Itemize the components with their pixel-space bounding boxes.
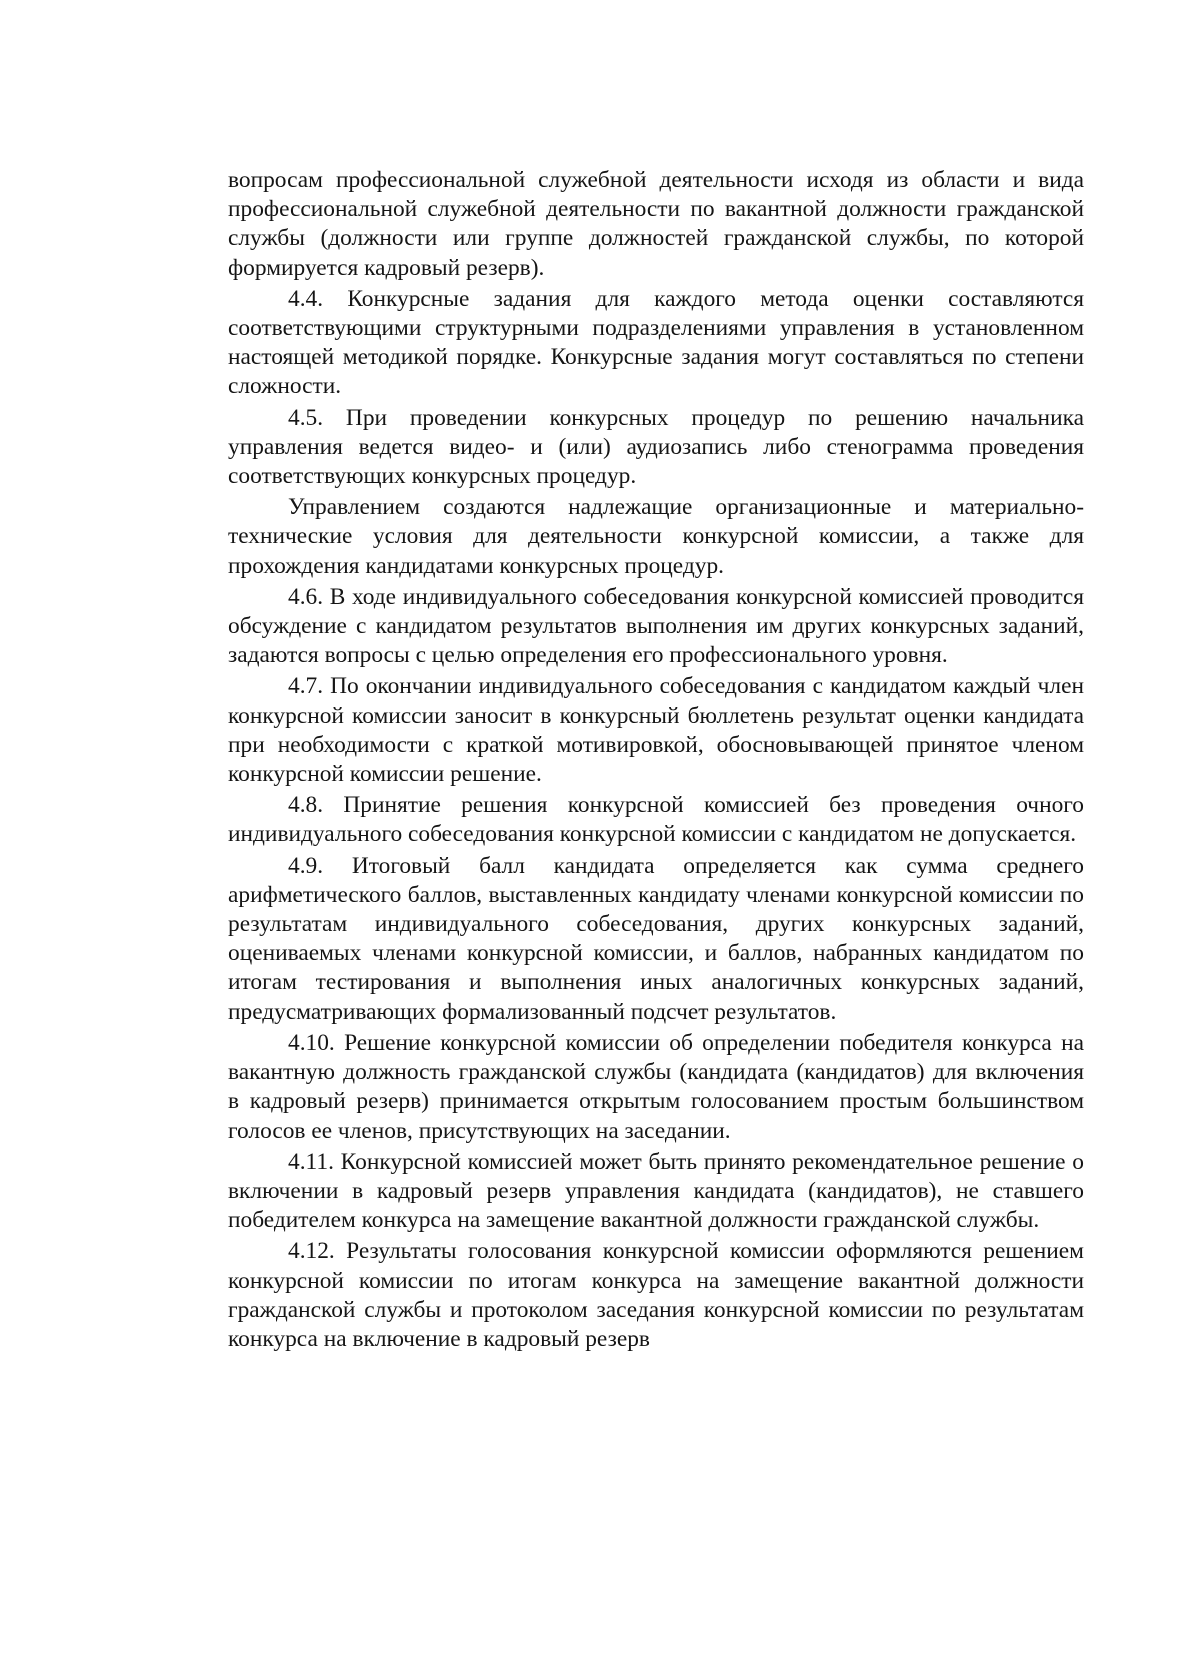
paragraph-4-7: 4.7. По окончании индивидуального собеседования с кандидатом каждый член конкурсной комиссии заносит в конкурсный бюллетень результат оценки кандидата при необходимости с краткой мотивировкой, обосновывающей принятое членом конкурсной комиссии решение. (228, 673, 1084, 788)
document-body (228, 166, 1084, 1354)
paragraph-4-12: 4.12. Результаты голосования конкурсной комиссии оформляются решением конкурсной комиссии по итогам конкурса на замещение вакантной должности гражданской службы и протоколом заседания конкурсной комиссии по результатам конкурса на включение в кадровый резерв (228, 1238, 1084, 1352)
paragraph-4-5: 4.5. При проведении конкурсных процедур по решению начальника управления ведется видео- и (или) аудиозапись либо стенограмма проведения соответствующих конкурсных процедур. (228, 404, 1084, 490)
paragraph-4-6: 4.6. В ходе индивидуального собеседования конкурсной комиссией проводится обсуждение с кандидатом результатов выполнения им других конкурсных заданий, задаются вопросы с целью определения его профессионального уровня. (228, 583, 1084, 669)
paragraph-4-4: 4.4. Конкурсные задания для каждого метода оценки составляются соответствующими структурными подразделениями управления в установленном настоящей методикой порядке. Конкурсные задания могут составляться по степени сложности. (228, 285, 1084, 400)
paragraph-conditions: Управлением создаются надлежащие организационные и материально-технические условия для деятельности конкурсной комиссии, а также для прохождения кандидатами конкурсных процедур. (228, 494, 1084, 579)
paragraph-4-11: 4.11. Конкурсной комиссией может быть принято рекомендательное решение о включении в кадровый резерв управления кандидата (кандидатов), не ставшего победителем конкурса на замещение вакантной должности гражданской службы. (228, 1148, 1084, 1234)
paragraph-continuation: вопросам профессиональной служебной деятельности исходя из области и вида профессиональной служебной деятельности по вакантной должности гражданской службы (должности или группе должностей гражданской службы, по которой формируется кадровый резерв). (228, 167, 1084, 281)
paragraph-4-9: 4.9. Итоговый балл кандидата определяется как сумма среднего арифметического баллов, выставленных кандидату членами конкурсной комиссии по результатам индивидуального собеседования, других конкурсных заданий, оцениваемых членами конкурсной комиссии, и баллов, набранных кандидатом по итогам тестирования и выполнения иных аналогичных конкурсных заданий, предусматривающих формализованный подсчет результатов. (228, 852, 1084, 1025)
paragraph-4-8: 4.8. Принятие решения конкурсной комиссией без проведения очного индивидуального собеседования конкурсной комиссии с кандидатом не допускается. (228, 792, 1084, 848)
paragraph-4-10: 4.10. Решение конкурсной комиссии об определении победителя конкурса на вакантную должность гражданской службы (кандидата (кандидатов) для включения в кадровый резерв) принимается открытым голосованием простым большинством голосов ее членов, присутствующих на заседании. (228, 1029, 1084, 1144)
